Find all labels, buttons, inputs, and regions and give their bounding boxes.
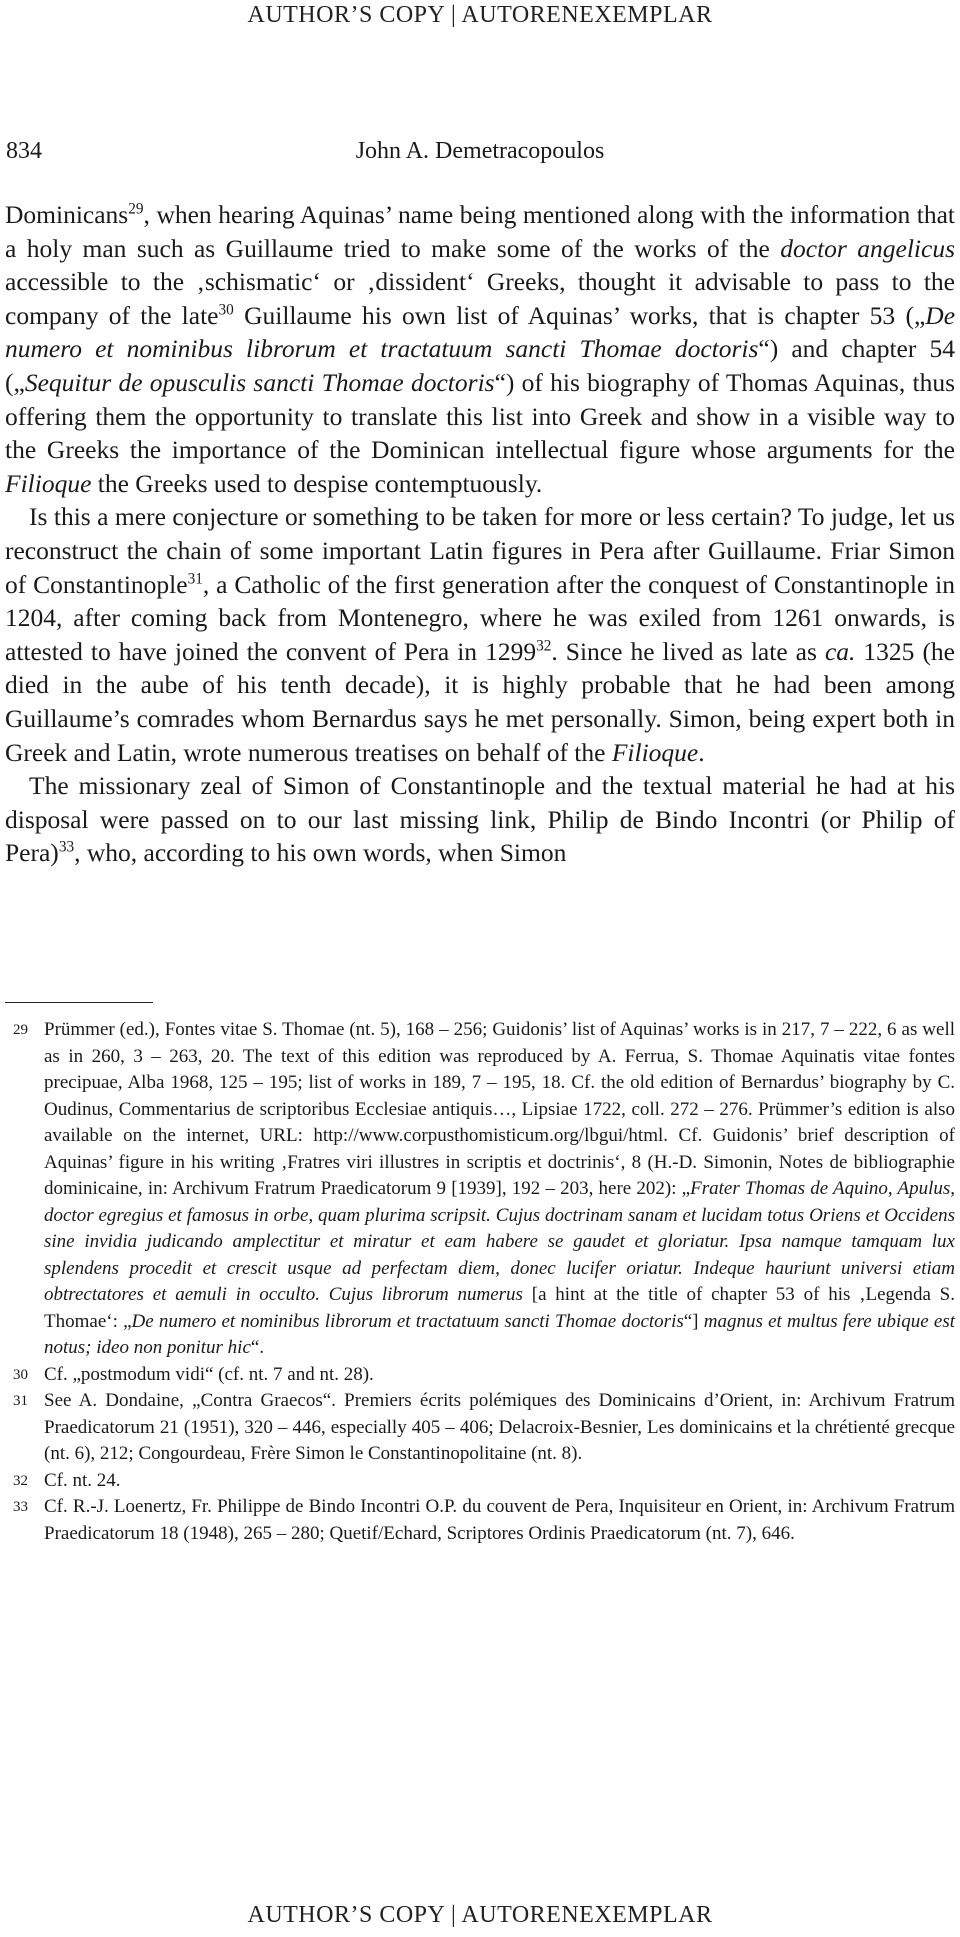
footnote-ref: 33 — [58, 838, 75, 856]
footnote-number: 29 — [13, 1022, 28, 1038]
footnote-ref: 30 — [218, 301, 234, 319]
footnote — [5, 1468, 955, 1495]
text-run: Is this a mere conjecture or something to be taken for more or less certain? To judge, let us reconstruct the chain of some important Latin figures in Pera after Guillaume. Friar Simon of Constantinople — [5, 502, 955, 599]
footnote-ref: 29 — [128, 200, 144, 218]
footnote-ref: 32 — [536, 637, 552, 655]
footnote-number: 33 — [13, 1499, 28, 1515]
text-run: , when hearing Aquinas’ name being mentioned along with the information that a holy man such as Guillaume tried to make some of the works of the — [5, 200, 955, 263]
footnote — [5, 1362, 955, 1389]
italic-text: Filioque — [5, 468, 92, 498]
text-run: accessible to the ‚schismatic‘ or ‚dissident‘ Greeks, thought it advisable to pass to the company of the late — [5, 267, 955, 330]
footnote — [5, 1017, 955, 1362]
text-run: , a Catholic of the first generation after the conquest of Constantinople in 1204, after coming back from Montenegro, where he was exiled from 1261 onwards, is attested to have joined the convent of Pera in 1299 — [5, 569, 955, 666]
footnote-number: 31 — [13, 1393, 28, 1409]
main-text — [5, 198, 955, 870]
italic-text: De numero et nominibus librorum et tractatuum sancti Thomae doctoris — [131, 1310, 684, 1332]
italic-text: Filioque — [611, 737, 699, 767]
paragraph — [5, 500, 955, 769]
italic-text: ca. — [824, 636, 856, 666]
copyright-banner-top: AUTHOR’S COPY | AUTORENEXEMPLAR — [247, 2, 713, 28]
italic-text: doctor angelicus — [780, 233, 955, 263]
italic-text: Frater Thomas de Aquino, Apulus, doctor egregius et famosus in orbe, quam plurima scripsit. Cujus doctrinam sanam et lucidam totus Oriens et Occidens sine invidia judicando amplectitur et miratur et eam habere se gaudet et gloriatur. Ipsa namque tamquam lux splendens procedit et crescit usque ad perfectam diem, donec lucifer oriatur. Indeque hauriunt universi etiam obtrectatores et aemuli in occulto. Cujus librorum numerus — [44, 1178, 955, 1305]
footnote — [5, 1388, 955, 1468]
text-run: See A. Dondaine, „Contra Graecos“. Premiers écrits polémiques des Dominicains d’Orient, in: Archivum Fratrum Praedicatorum 21 (1951), 320 – 446, especially 405 – 406; Delacroix-Besnier, Les dominicains et la chrétienté grecque (nt. 6), 212; Congourdeau, Frère Simon le Constantinopolitaine (nt. 8). — [44, 1390, 955, 1464]
text-run: Cf. „postmodum vidi“ (cf. nt. 7 and nt. 28). — [44, 1363, 374, 1385]
text-run: Dominicans — [5, 200, 129, 229]
footnote-separator — [5, 1002, 153, 1003]
text-run: The missionary zeal of Simon of Constantinople and the textual material he had at his disposal were passed on to our last missing link, Philip de Bindo Incontri (or Philip of Pera) — [5, 771, 955, 868]
text-run: the Greeks used to despise contemptuously. — [91, 468, 543, 498]
paragraph — [5, 769, 955, 870]
italic-text: magnus et multus fere ubique est notus; ideo non ponitur hic — [44, 1310, 955, 1358]
text-run: Cf. R.-J. Loenertz, Fr. Philippe de Bindo Incontri O.P. du couvent de Pera, Inquisiteur en Orient, in: Archivum Fratrum Praedicatorum 18 (1948), 265 – 280; Quetif/Echard, Scriptores Ordinis Praedicatorum (nt. 7), 646. — [44, 1496, 955, 1544]
text-run: “. — [250, 1337, 265, 1358]
italic-text: De numero et nominibus librorum et tractatuum sancti Thomae doctoris — [5, 300, 956, 364]
text-run: “) of his biography of Thomas Aquinas, thus offering them the opportunity to translate this list into Greek and show in a visible way to the Greeks the importance of the Dominican intellectual figure whose arguments for the — [5, 367, 955, 465]
footnote-number: 30 — [13, 1366, 28, 1383]
text-run: . — [698, 737, 705, 767]
text-run: Guillaume his own list of Aquinas’ works, that is chapter 53 („ — [233, 300, 926, 330]
running-head-author: John A. Demetracopoulos — [355, 138, 605, 164]
text-run: Prümmer (ed.), Fontes vitae S. Thomae (nt. 5), 168 – 256; Guidonis’ list of Aquinas’ works is in 217, 7 – 222, 6 as well as in 260, 3 – 263, 20. The text of this edition was reproduced by A. Ferrua, S. Thomae Aquinatis vitae fontes precipuae, Alba 1968, 125 – 195; list of works in 189, 7 – 195, 18. Cf. the old edition of Bernardus’ biography by C. Oudinus, Commentarius de scriptoribus Ecclesiae antiquis…, Lipsiae 1722, coll. 272 – 276. Prümmer’s edition is also available on the internet, URL: http://www.corpusthomisticum.org/lbgui/html. Cf. Guidonis’ brief description of Aquinas’ figure in his writing ‚Fratres viri illustres in scriptis et doctrinis‘, 8 (H.-D. Simonin, Notes de bibliographie dominicaine, in: Archivum Fratrum Praedicatorum 9 [1939], 192 – 203, here 202): „ — [44, 1019, 955, 1199]
paragraph — [5, 198, 955, 500]
running-header — [6, 138, 954, 170]
footnote — [5, 1494, 955, 1547]
text-run: Cf. nt. 24. — [44, 1469, 121, 1491]
text-run: “) and chapter 54 („ — [5, 334, 955, 397]
text-run: 1325 (he died in the aube of his tenth decade), it is highly probable that he had been among Guillaume’s comrades whom Bernardus says he met personally. Simon, being expert both in Greek and Latin, wrote numerous treatises on behalf of the — [5, 636, 956, 767]
page-number: 834 — [6, 138, 42, 164]
footnotes — [5, 1017, 955, 1547]
footnote-ref: 31 — [187, 570, 203, 588]
copyright-banner-bottom: AUTHOR’S COPY | AUTORENEXEMPLAR — [247, 1902, 713, 1928]
footnote-number: 32 — [13, 1472, 28, 1489]
text-run: [a hint at the title of chapter 53 of his ‚Legenda S. Thomae‘: „ — [44, 1284, 956, 1332]
text-run: . Since he lived as late as — [551, 636, 825, 666]
italic-text: Sequitur de opusculis sancti Thomae doctoris — [24, 367, 495, 397]
text-run: , who, according to his own words, when Simon — [74, 838, 567, 868]
text-run: “] — [683, 1310, 704, 1332]
